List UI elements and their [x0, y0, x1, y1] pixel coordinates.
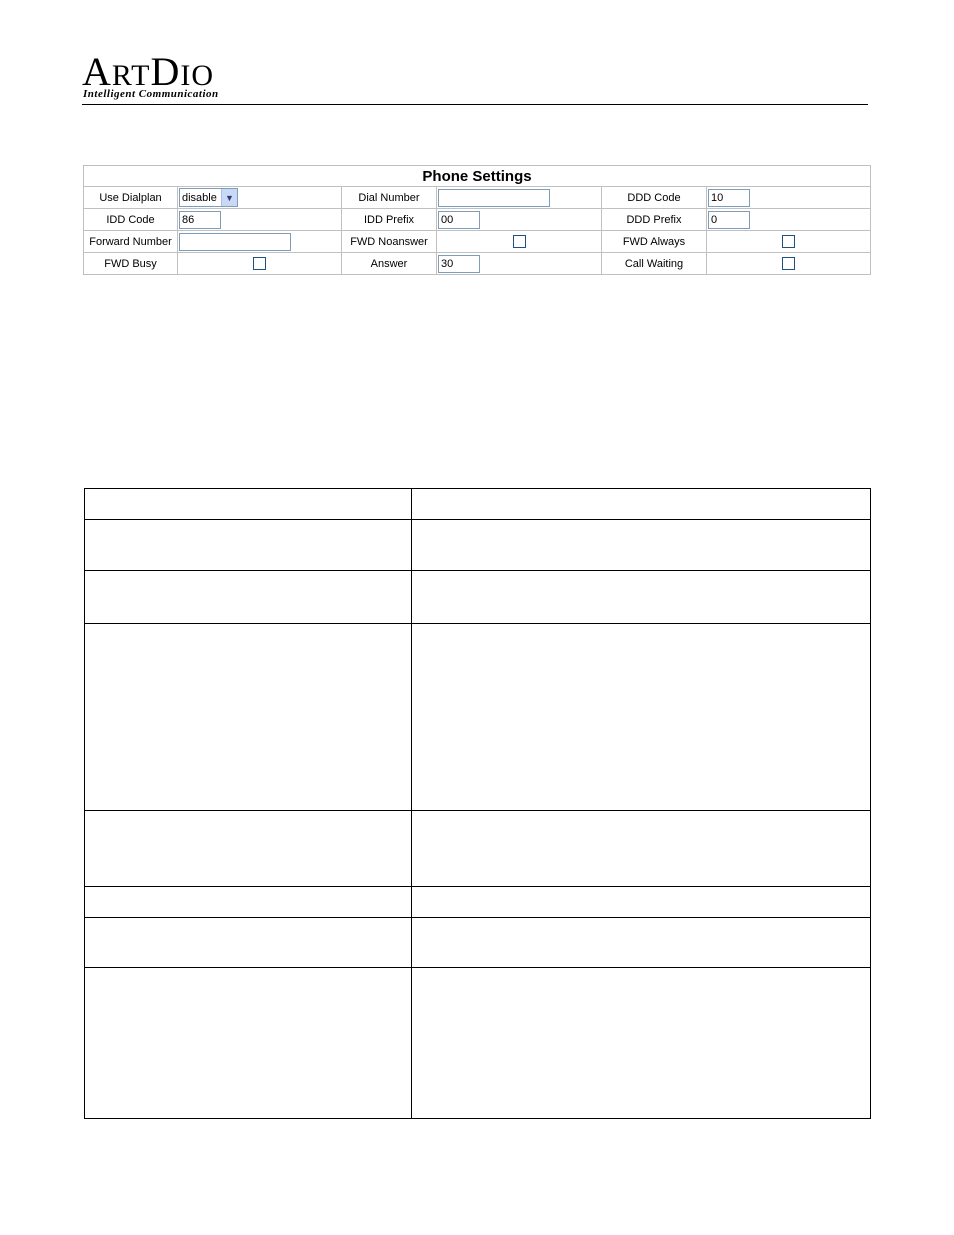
fwd-noanswer-checkbox[interactable] [513, 235, 526, 248]
forward-number-cell [178, 231, 342, 253]
idd-prefix-cell [437, 209, 602, 231]
ddd-prefix-label: DDD Prefix [602, 209, 707, 231]
description-cell [412, 918, 871, 968]
answer-cell [437, 253, 602, 275]
forward-number-input[interactable] [179, 233, 291, 251]
dial-number-input[interactable] [438, 189, 550, 207]
logo-io: IO [180, 59, 214, 92]
ddd-code-input[interactable]: 10 [708, 189, 750, 207]
parameter-cell [85, 520, 412, 571]
fwd-always-checkbox[interactable] [782, 235, 795, 248]
parameter-cell [85, 811, 412, 887]
call-waiting-checkbox[interactable] [782, 257, 795, 270]
ddd-code-cell [707, 187, 871, 209]
idd-prefix-input[interactable]: 00 [438, 211, 480, 229]
parameter-cell [85, 887, 412, 918]
logo-initial-d: D [150, 49, 181, 94]
fwd-busy-label: FWD Busy [84, 253, 178, 275]
chevron-down-icon[interactable]: ▼ [221, 189, 237, 206]
description-cell [412, 968, 871, 1119]
dial-number-label: Dial Number [342, 187, 437, 209]
description-table [84, 488, 871, 1119]
document-header [82, 49, 868, 105]
table-row [85, 811, 871, 887]
description-cell [412, 489, 871, 520]
fwd-noanswer-label: FWD Noanswer [342, 231, 437, 253]
table-row [85, 968, 871, 1119]
table-row [85, 624, 871, 811]
idd-code-cell [178, 209, 342, 231]
description-cell [412, 624, 871, 811]
fwd-busy-checkbox[interactable] [253, 257, 266, 270]
idd-code-input[interactable]: 86 [179, 211, 221, 229]
parameter-cell [85, 571, 412, 624]
parameter-cell [85, 489, 412, 520]
call-waiting-label: Call Waiting [602, 253, 707, 275]
table-row [85, 520, 871, 571]
fwd-always-cell [707, 231, 871, 253]
answer-input[interactable]: 30 [438, 255, 480, 273]
call-waiting-cell [707, 253, 871, 275]
description-cell [412, 571, 871, 624]
phone-settings-table [83, 165, 871, 275]
answer-label: Answer [342, 253, 437, 275]
fwd-busy-cell [178, 253, 342, 275]
description-cell [412, 887, 871, 918]
forward-number-label: Forward Number [84, 231, 178, 253]
ddd-code-label: DDD Code [602, 187, 707, 209]
use-dialplan-select[interactable] [179, 188, 238, 207]
use-dialplan-cell [178, 187, 342, 209]
table-row [85, 489, 871, 520]
dial-number-cell [437, 187, 602, 209]
ddd-prefix-cell [707, 209, 871, 231]
ddd-prefix-input[interactable]: 0 [708, 211, 750, 229]
logo-initial-a: A [82, 49, 112, 94]
logo-rt: RT [111, 59, 151, 92]
description-cell [412, 811, 871, 887]
use-dialplan-select-value: disable [182, 191, 217, 204]
table-row [85, 918, 871, 968]
settings-row [84, 209, 871, 231]
parameter-cell [85, 918, 412, 968]
idd-prefix-label: IDD Prefix [342, 209, 437, 231]
settings-row [84, 187, 871, 209]
logo-tagline: Intelligent Communication [83, 88, 219, 100]
phone-settings-title: Phone Settings [84, 166, 871, 187]
use-dialplan-label: Use Dialplan [84, 187, 178, 209]
fwd-always-label: FWD Always [602, 231, 707, 253]
table-row [85, 887, 871, 918]
description-cell [412, 520, 871, 571]
settings-row [84, 253, 871, 275]
idd-code-label: IDD Code [84, 209, 178, 231]
table-row [85, 571, 871, 624]
parameter-cell [85, 968, 412, 1119]
fwd-noanswer-cell [437, 231, 602, 253]
settings-row [84, 231, 871, 253]
parameter-cell [85, 624, 412, 811]
